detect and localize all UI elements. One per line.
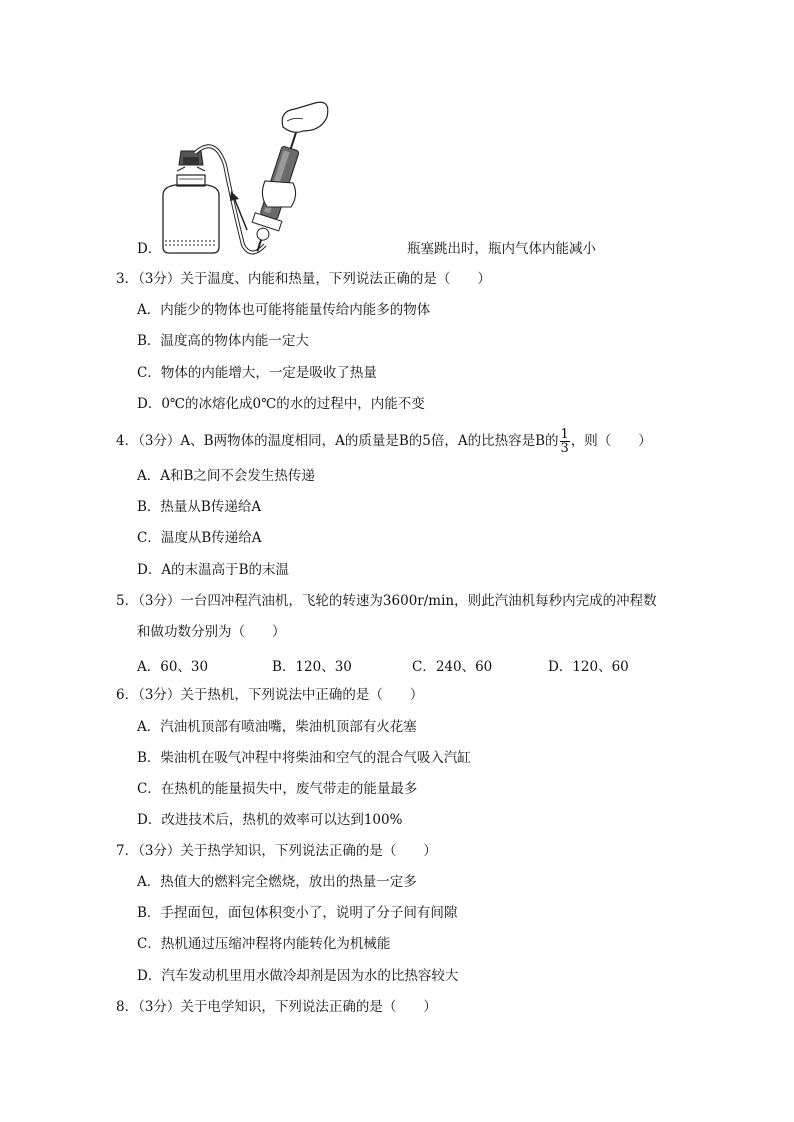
bottle-body bbox=[163, 185, 219, 253]
figure-caption: 瓶塞跳出时，瓶内气体内能减小 bbox=[407, 241, 596, 257]
question-5-option-d: D．120、60 bbox=[548, 659, 629, 675]
question-5-option-a: A．60、30 bbox=[137, 659, 209, 675]
question-3-option-c: C．物体的内能增大，一定是吸收了热量 bbox=[137, 365, 377, 381]
fraction-denominator: 3 bbox=[560, 441, 569, 456]
question-6-option-a: A．汽油机顶部有喷油嘴，柴油机顶部有火花塞 bbox=[137, 719, 417, 735]
question-5-option-b: B．120、30 bbox=[272, 659, 352, 675]
question-6-stem: 6．（3分）关于热机，下列说法中正确的是（ ） bbox=[116, 687, 424, 703]
fraction-one-third bbox=[560, 428, 570, 455]
figure-option-label: D． bbox=[137, 241, 162, 257]
question-4-option-b: B．热量从B传递给A bbox=[137, 499, 262, 515]
question-5-stem-line2: 和做功数分别为（ ） bbox=[137, 624, 286, 640]
question-4-stem bbox=[116, 428, 652, 455]
question-4-option-a: A．A和B之间不会发生热传递 bbox=[137, 468, 315, 484]
question-7-stem: 7．（3分）关于热学知识，下列说法正确的是（ ） bbox=[116, 843, 437, 859]
question-4-option-c: C．温度从B传递给A bbox=[137, 530, 262, 546]
question-6-option-c: C．在热机的能量损失中，废气带走的能量最多 bbox=[137, 781, 418, 797]
question-3-stem: 3．（3分）关于温度、内能和热量，下列说法正确的是（ ） bbox=[116, 271, 491, 287]
question-5-option-c: C．240、60 bbox=[412, 659, 493, 675]
question-7-option-c: C．热机通过压缩冲程将内能转化为机械能 bbox=[137, 936, 391, 952]
hose bbox=[195, 146, 265, 252]
question-6-option-b: B．柴油机在吸气冲程中将柴油和空气的混合气吸入汽缸 bbox=[137, 750, 471, 766]
holding-hand bbox=[262, 181, 295, 207]
question-3-option-b: B．温度高的物体内能一定大 bbox=[137, 333, 309, 349]
pump-bottle-figure bbox=[155, 95, 355, 255]
question-7-option-b: B．手捏面包，面包体积变小了，说明了分子间有间隙 bbox=[137, 905, 458, 921]
question-4-stem-before: 4．（3分）A、B两物体的温度相同，A的质量是B的5倍，A的比热容是B的 bbox=[116, 433, 559, 449]
question-6-option-d: D．改进技术后，热机的效率可以达到100% bbox=[137, 812, 403, 828]
question-5-stem-line1: 5．（3分）一台四冲程汽油机，飞轮的转速为3600r/min，则此汽油机每秒内完成的冲程数 bbox=[116, 593, 657, 609]
fraction-numerator: 1 bbox=[560, 427, 569, 442]
question-4-stem-after: ，则（ ） bbox=[570, 433, 652, 449]
question-4-option-d: D．A的末温高于B的末温 bbox=[137, 562, 289, 578]
question-7-option-a: A．热值大的燃料完全燃烧，放出的热量一定多 bbox=[137, 874, 417, 890]
question-7-option-d: D．汽车发动机里用水做冷却剂是因为水的比热容较大 bbox=[137, 968, 459, 984]
question-8-stem: 8．（3分）关于电学知识，下列说法正确的是（ ） bbox=[116, 999, 437, 1015]
question-3-option-a: A．内能少的物体也可能将能量传给内能多的物体 bbox=[137, 302, 431, 318]
hand bbox=[282, 102, 328, 132]
question-3-option-d: D．0℃的冰熔化成0℃的水的过程中，内能不变 bbox=[137, 396, 425, 412]
